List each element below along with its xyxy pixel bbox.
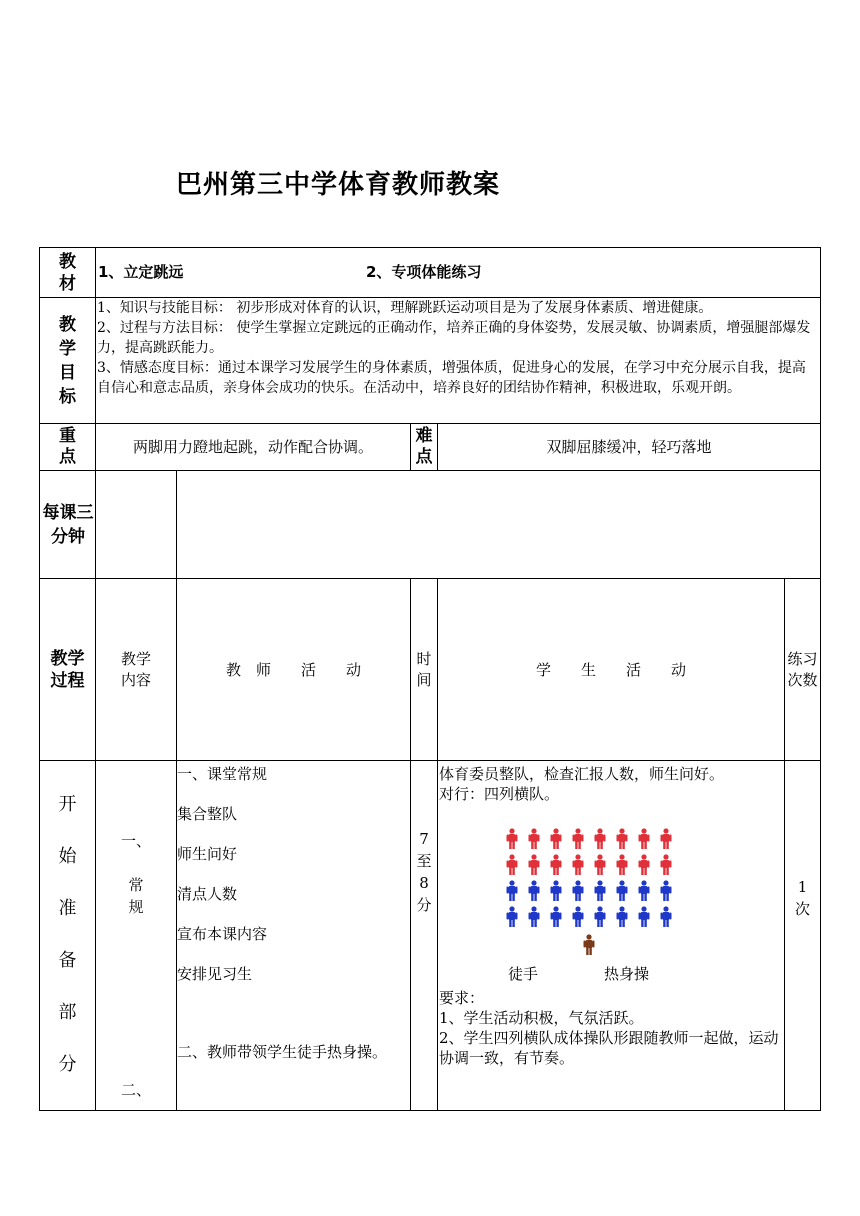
key-point-label: 重 点	[59, 426, 76, 467]
teacher-activity-header: 教 师 活 动	[225, 660, 361, 679]
student-figure-icon	[572, 828, 584, 850]
student-figure-icon	[638, 906, 650, 928]
student-activity	[439, 764, 784, 804]
student-figure-icon	[616, 906, 628, 928]
goal-process: 2、过程与方法目标： 使学生掌握立定跳远的正确动作，培养正确的身体姿势，发展灵敏、协调素质，增强腿部爆发力，提高跳跃能力。	[97, 320, 811, 356]
student-figure-icon	[528, 906, 540, 928]
content-routine: 一、 常 规	[120, 832, 151, 916]
student-figure-icon	[594, 906, 606, 928]
student-figure-icon	[572, 906, 584, 928]
student-figure-icon	[660, 906, 672, 928]
caption-warmup: 热身操	[604, 965, 650, 983]
teacher-warmup: 二、教师带领学生徒手热身操。	[177, 1043, 388, 1061]
teacher-activity-item: 师生问好	[177, 845, 238, 863]
student-figure-icon	[506, 854, 518, 876]
formation-diagram	[500, 826, 680, 962]
student-figure-icon	[550, 828, 562, 850]
student-figure-icon	[572, 854, 584, 876]
student-figure-icon	[660, 828, 672, 850]
student-figure-icon	[528, 854, 540, 876]
student-figure-icon	[506, 906, 518, 928]
page-title: 巴州第三中学体育教师教案	[176, 170, 501, 200]
material-label: 教 材	[59, 251, 76, 294]
student-figure-icon	[528, 880, 540, 902]
student-line-2: 对行：四列横队。	[439, 785, 560, 803]
student-activity-header: 学 生 活 动	[535, 660, 686, 679]
section-part-label: 开 始 准 备 部 分	[58, 794, 77, 1075]
teacher-activity-list	[177, 764, 407, 1004]
student-figure-icon	[550, 880, 562, 902]
teacher-lines	[177, 764, 407, 1004]
teacher-activity-item: 一、课堂常规	[177, 765, 268, 783]
requirement-2: 2、学生四列横队成体操队形跟随教师一起做，运动协调一致，有节奏。	[439, 1029, 779, 1067]
goals-label: 教 学 目 标	[59, 314, 76, 407]
student-figure-icon	[638, 880, 650, 902]
content-header: 教学 内容	[120, 649, 151, 689]
content-second: 二、	[120, 1081, 151, 1099]
difficulty-text: 双脚屈膝缓冲，轻巧落地	[546, 438, 712, 456]
teacher-activity-item: 宣布本课内容	[177, 925, 268, 943]
student-figure-icon	[616, 854, 628, 876]
student-figure-icon	[638, 854, 650, 876]
goal-knowledge: 1、知识与技能目标： 初步形成对体育的认识，理解跳跃运动项目是为了发展身体素质、增进健康。	[97, 300, 713, 316]
difficulty-label: 难 点	[415, 426, 433, 467]
student-figure-icon	[616, 828, 628, 850]
student-figure-icon	[528, 828, 540, 850]
student-figure-icon	[506, 828, 518, 850]
student-figure-icon	[550, 854, 562, 876]
practice-count-header: 练习 次数	[787, 649, 818, 689]
caption-bare-hand: 徒手	[508, 965, 539, 983]
student-figure-icon	[550, 906, 562, 928]
teacher-activity-item: 安排见习生	[177, 965, 253, 983]
section-time: 7 至 8 分	[416, 830, 432, 914]
requirements-title: 要求：	[439, 989, 485, 1007]
section-practice-count: 1 次	[794, 878, 810, 918]
teacher-figure-icon	[583, 934, 595, 956]
student-figure-icon	[660, 854, 672, 876]
student-figure-icon	[594, 828, 606, 850]
time-header: 时 间	[416, 649, 432, 689]
process-header: 教学 过程	[50, 648, 85, 691]
requirement-1: 1、学生活动积极，气氛活跃。	[439, 1009, 644, 1027]
material-item-1: 1、立定跳远	[98, 263, 184, 281]
key-point-text: 两脚用力蹬地起跳，动作配合协调。	[132, 438, 373, 456]
three-minutes-label: 每课三 分钟	[42, 502, 94, 547]
student-line-1: 体育委员整队，检查汇报人数，师生问好。	[439, 765, 725, 783]
student-figure-icon	[506, 880, 518, 902]
teacher-activity-item: 清点人数	[177, 885, 238, 903]
student-figure-icon	[572, 880, 584, 902]
teacher-activity-item: 集合整队	[177, 805, 238, 823]
goals-text	[97, 298, 819, 398]
student-figure-icon	[616, 880, 628, 902]
requirements	[439, 988, 783, 1068]
student-figure-icon	[660, 880, 672, 902]
student-figure-icon	[638, 828, 650, 850]
goal-emotion: 3、情感态度目标：通过本课学习发展学生的身体素质，增强体质，促进身心的发展，在学习中充分展示自我，提高自信心和意志品质，亲身体会成功的快乐。在活动中，培养良好的团结协作精神，积极进取，乐观开朗。	[97, 360, 806, 396]
student-figure-icon	[594, 880, 606, 902]
student-figure-icon	[594, 854, 606, 876]
material-item-2: 2、专项体能练习	[366, 263, 482, 281]
